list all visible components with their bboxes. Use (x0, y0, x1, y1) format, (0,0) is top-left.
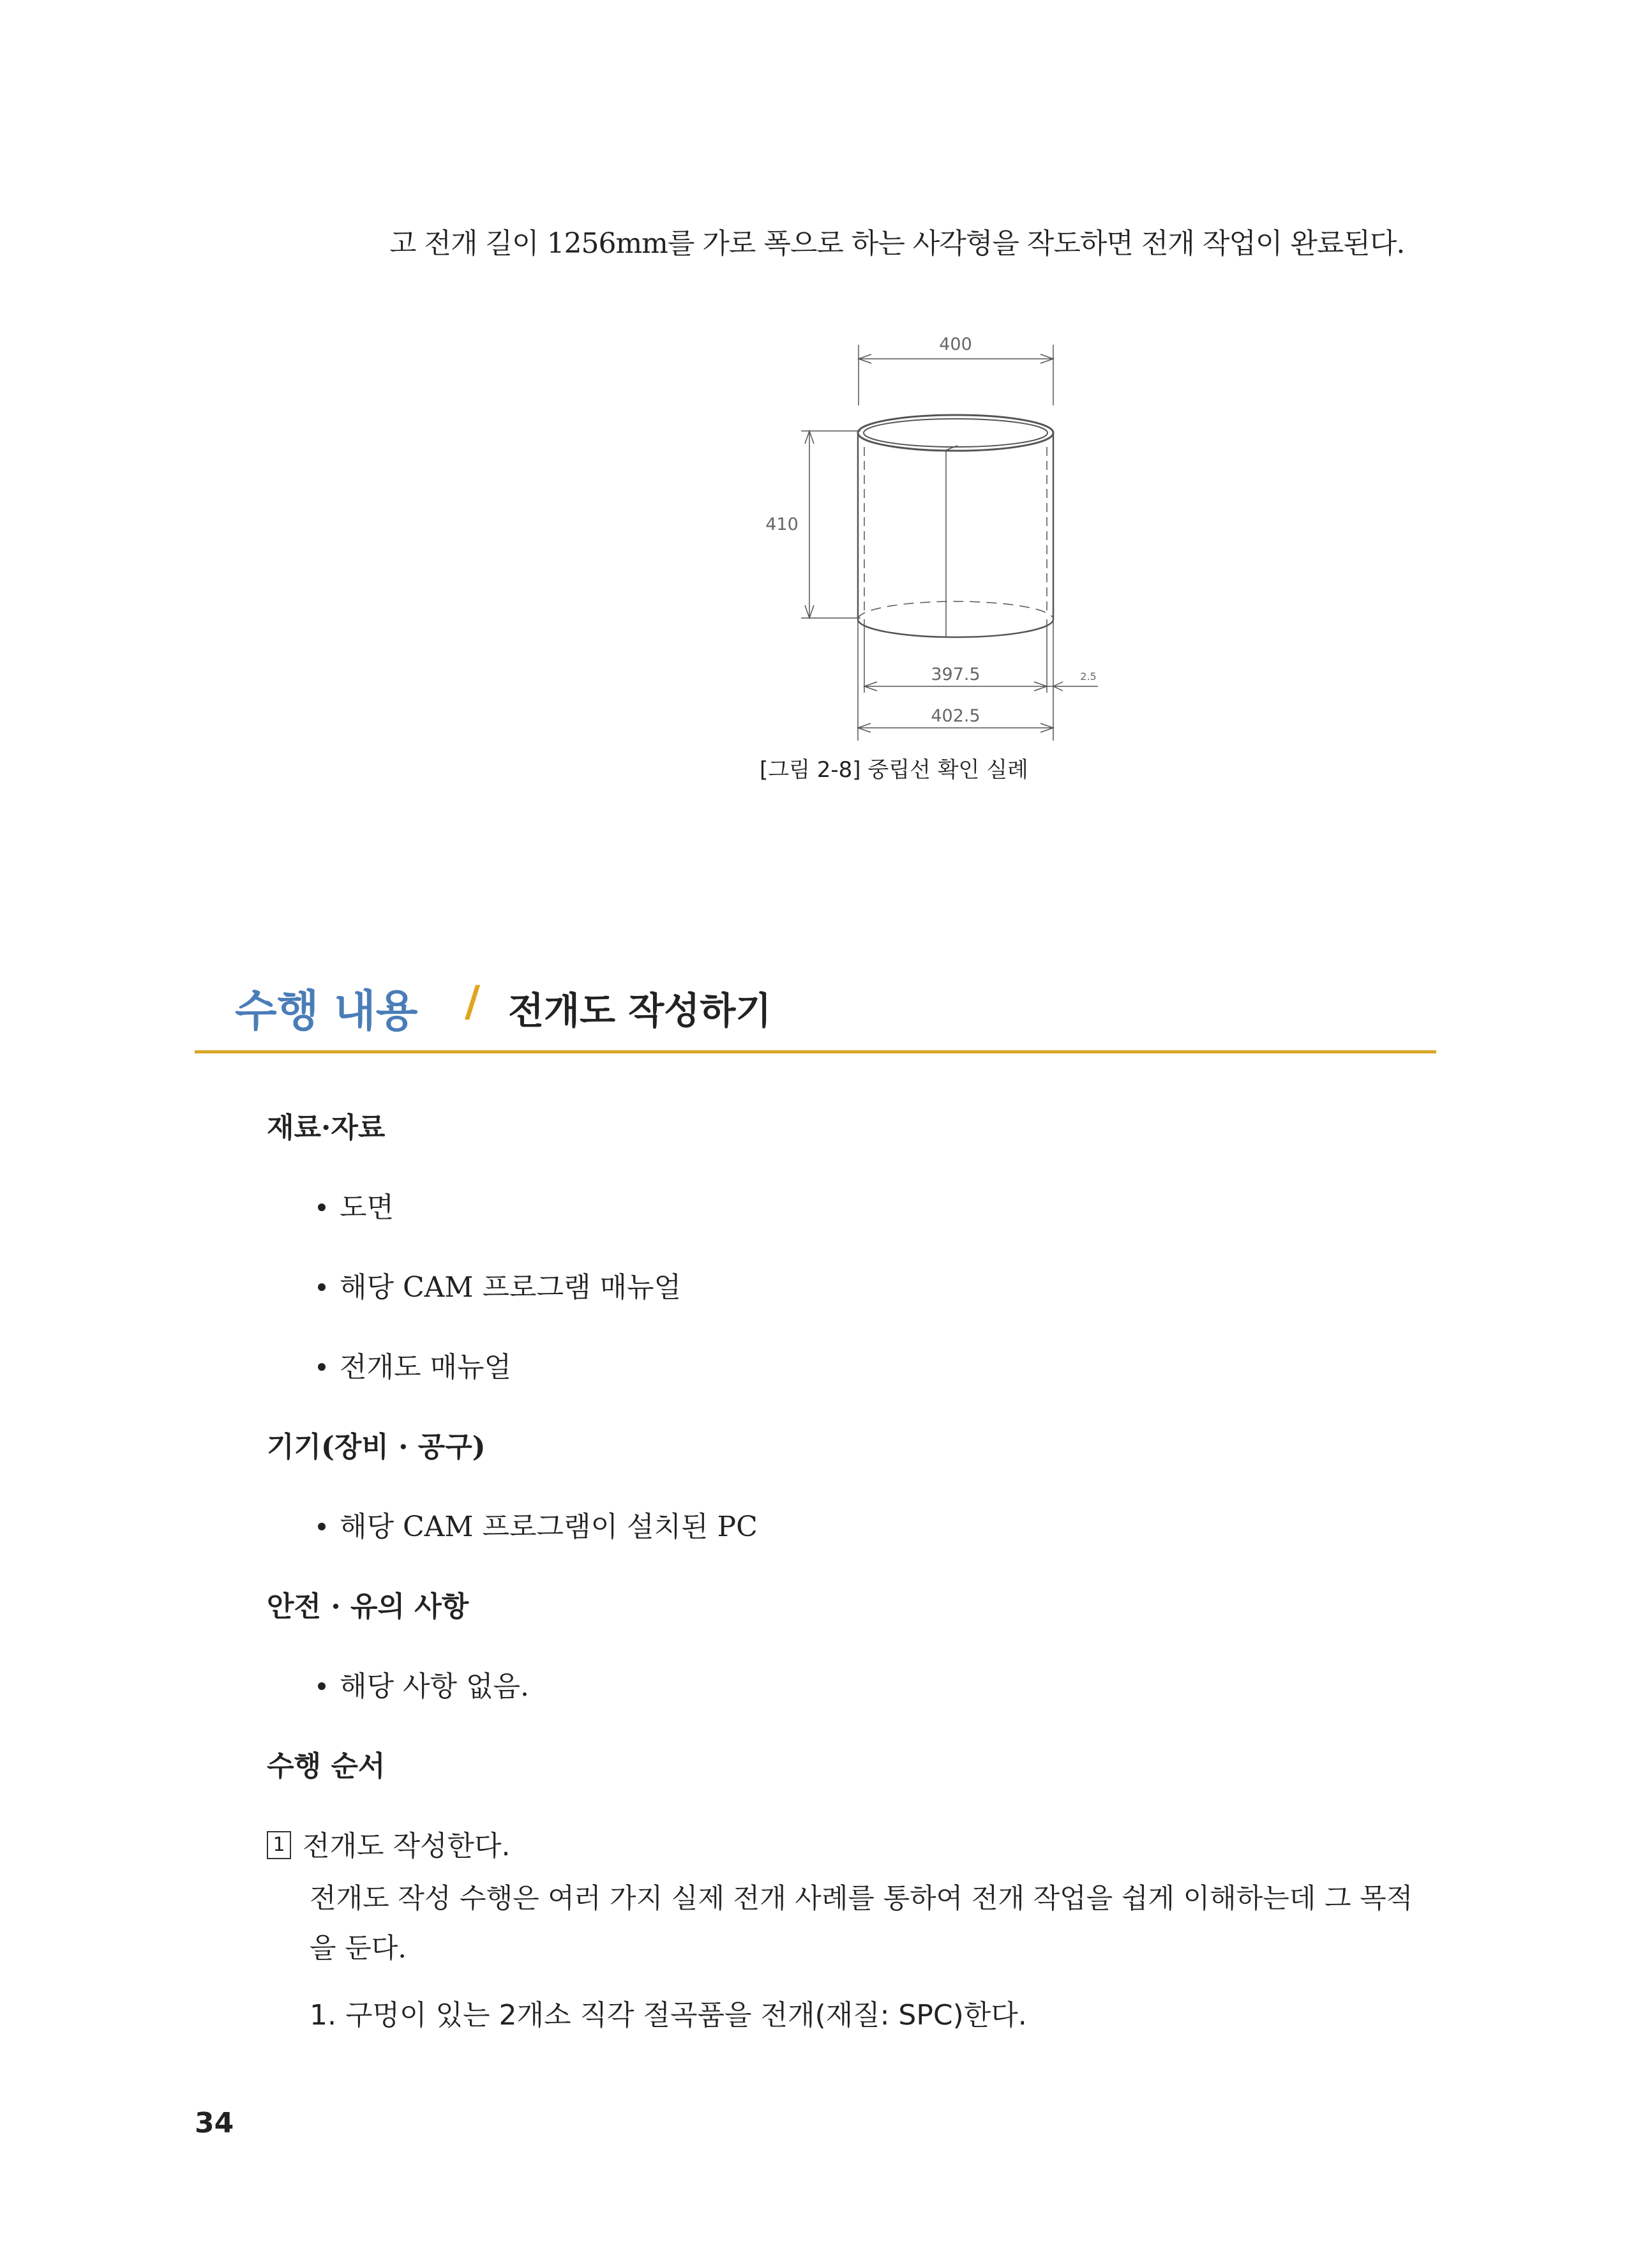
step-title: 1 전개도 작성한다. (267, 1823, 511, 1864)
equipment-item: 해당 CAM 프로그램이 설치된 PC (318, 1504, 758, 1544)
bullet-icon (318, 1363, 326, 1371)
section-slash: / (465, 977, 481, 1026)
figure-caption: [그림 2-8] 중립선 확인 실례 (760, 757, 1028, 783)
materials-item: 도면 (318, 1184, 394, 1225)
materials-item: 전개도 매뉴얼 (318, 1344, 511, 1385)
dim-side-label: 2.5 (1080, 670, 1097, 683)
materials-item: 해당 CAM 프로그램 매뉴얼 (318, 1264, 681, 1305)
dim-inner-label: 397.5 (931, 665, 980, 684)
dim-top-label: 400 (939, 335, 972, 354)
equipment-heading: 기기(장비 · 공구) (267, 1431, 486, 1463)
step-description-line1: 전개도 작성 수행은 여러 가지 실제 전개 사례를 통하여 전개 작업을 쉽게 이해하는데 그 목적 (310, 1883, 1413, 1915)
intro-paragraph: 고 전개 길이 1256mm를 가로 폭으로 하는 사각형을 작도하면 전개 작업이 완료된다. (389, 227, 1405, 260)
bullet-icon (318, 1682, 326, 1690)
section-title-main: 수행 내용 (235, 986, 418, 1037)
section-title-sub: 전개도 작성하기 (508, 989, 772, 1032)
procedure-heading: 수행 순서 (267, 1750, 386, 1783)
step-number-box: 1 (267, 1831, 291, 1859)
section-divider (195, 1050, 1436, 1053)
bullet-icon (318, 1203, 326, 1211)
substep-item: 1. 구멍이 있는 2개소 직각 절곡품을 전개(재질: SPC)한다. (310, 1999, 1027, 2032)
materials-heading: 재료·자료 (267, 1112, 386, 1144)
step-description-line2: 을 둔다. (310, 1933, 407, 1965)
bullet-icon (318, 1523, 326, 1530)
cylinder-figure (740, 319, 1098, 741)
dim-outer-label: 402.5 (931, 706, 980, 726)
safety-item: 해당 사항 없음. (318, 1663, 529, 1704)
safety-heading: 안전 · 유의 사항 (267, 1590, 469, 1623)
bullet-icon (318, 1283, 326, 1291)
page-number: 34 (195, 2107, 234, 2139)
dim-left-label: 410 (765, 515, 799, 534)
